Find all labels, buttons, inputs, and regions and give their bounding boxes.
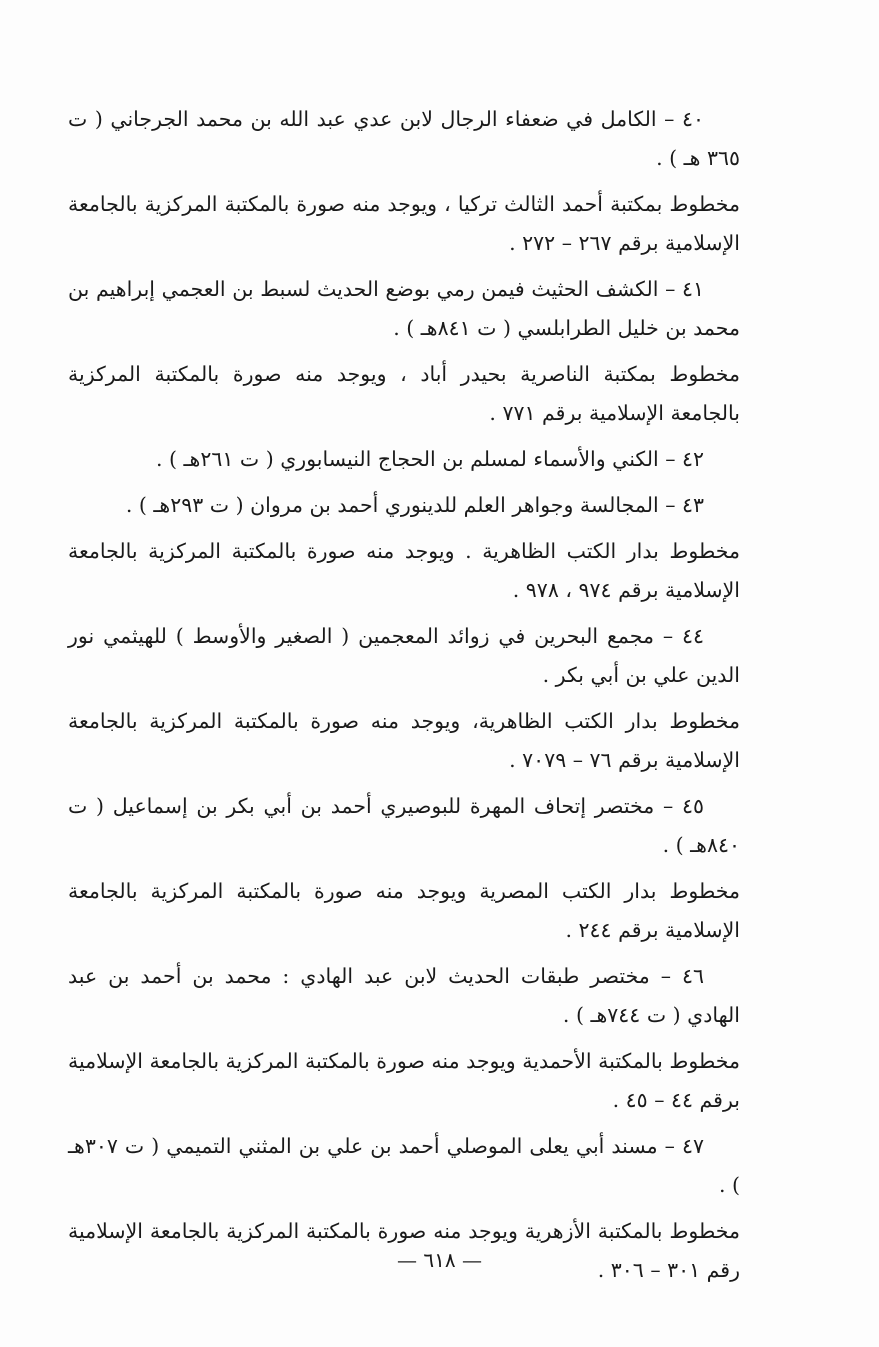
entry-42: ٤٢ – الكني والأسماء لمسلم بن الحجاج النيسابوري ( ت ٢٦١هـ ) .	[155, 447, 704, 471]
note-44: مخطوط بدار الكتب الظاهرية، ويوجد منه صورة بالمكتبة المركزية بالجامعة الإسلامية برقم ٧٦ – ٧٠٧٩ .	[68, 709, 740, 772]
entry-46: ٤٦ – مختصر طبقات الحديث لابن عبد الهادي : محمد بن أحمد بن عبد الهادي ( ت ٧٤٤هـ ) .	[68, 964, 740, 1027]
note-45: مخطوط بدار الكتب المصرية ويوجد منه صورة بالمكتبة المركزية بالجامعة الإسلامية برقم ٢٤٤ .	[68, 879, 740, 942]
entry-45: ٤٥ – مختصر إتحاف المهرة للبوصيري أحمد بن أبي بكر بن إسماعيل ( ت ٨٤٠هـ ) .	[68, 794, 740, 857]
body-text	[68, 100, 740, 1297]
note-41: مخطوط بمكتبة الناصرية بحيدر أباد ، ويوجد منه صورة بالمكتبة المركزية بالجامعة الإسلامية برقم ٧٧١ .	[68, 362, 740, 425]
note-40: مخطوط بمكتبة أحمد الثالث تركيا ، ويوجد منه صورة بالمكتبة المركزية بالجامعة الإسلامية برقم ٢٦٧ – ٢٧٢ .	[68, 192, 740, 255]
note-47: مخطوط بالمكتبة الأزهرية ويوجد منه صورة بالمكتبة المركزية بالجامعة الإسلامية رقم ٣٠١ – ٣٠٦ .	[68, 1219, 740, 1282]
entry-41: ٤١ – الكشف الحثيث فيمن رمي بوضع الحديث لسبط بن العجمي إبراهيم بن محمد بن خليل الطرابلسي ( ت ٨٤١هـ ) .	[68, 277, 740, 340]
entry-47: ٤٧ – مسند أبي يعلى الموصلي أحمد بن علي بن المثني التميمي ( ت ٣٠٧هـ ) .	[68, 1134, 740, 1197]
note-43: مخطوط بدار الكتب الظاهرية . ويوجد منه صورة بالمكتبة المركزية بالجامعة الإسلامية برقم ٩٧٤ ، ٩٧٨ .	[68, 539, 740, 602]
entry-40: ٤٠ – الكامل في ضعفاء الرجال لابن عدي عبد الله بن محمد الجرجاني ( ت ٣٦٥ هـ ) .	[68, 107, 740, 170]
entry-44: ٤٤ – مجمع البحرين في زوائد المعجمين ( الصغير والأوسط ) للهيثمي نور الدين علي بن أبي بكر .	[68, 624, 740, 687]
entry-43: ٤٣ – المجالسة وجواهر العلم للدينوري أحمد بن مروان ( ت ٢٩٣هـ ) .	[125, 493, 704, 517]
page-number: — ٦١٨ —	[397, 1248, 482, 1272]
note-46: مخطوط بالمكتبة الأحمدية ويوجد منه صورة بالمكتبة المركزية بالجامعة الإسلامية برقم ٤٤ – ٤٥ .	[68, 1049, 740, 1112]
